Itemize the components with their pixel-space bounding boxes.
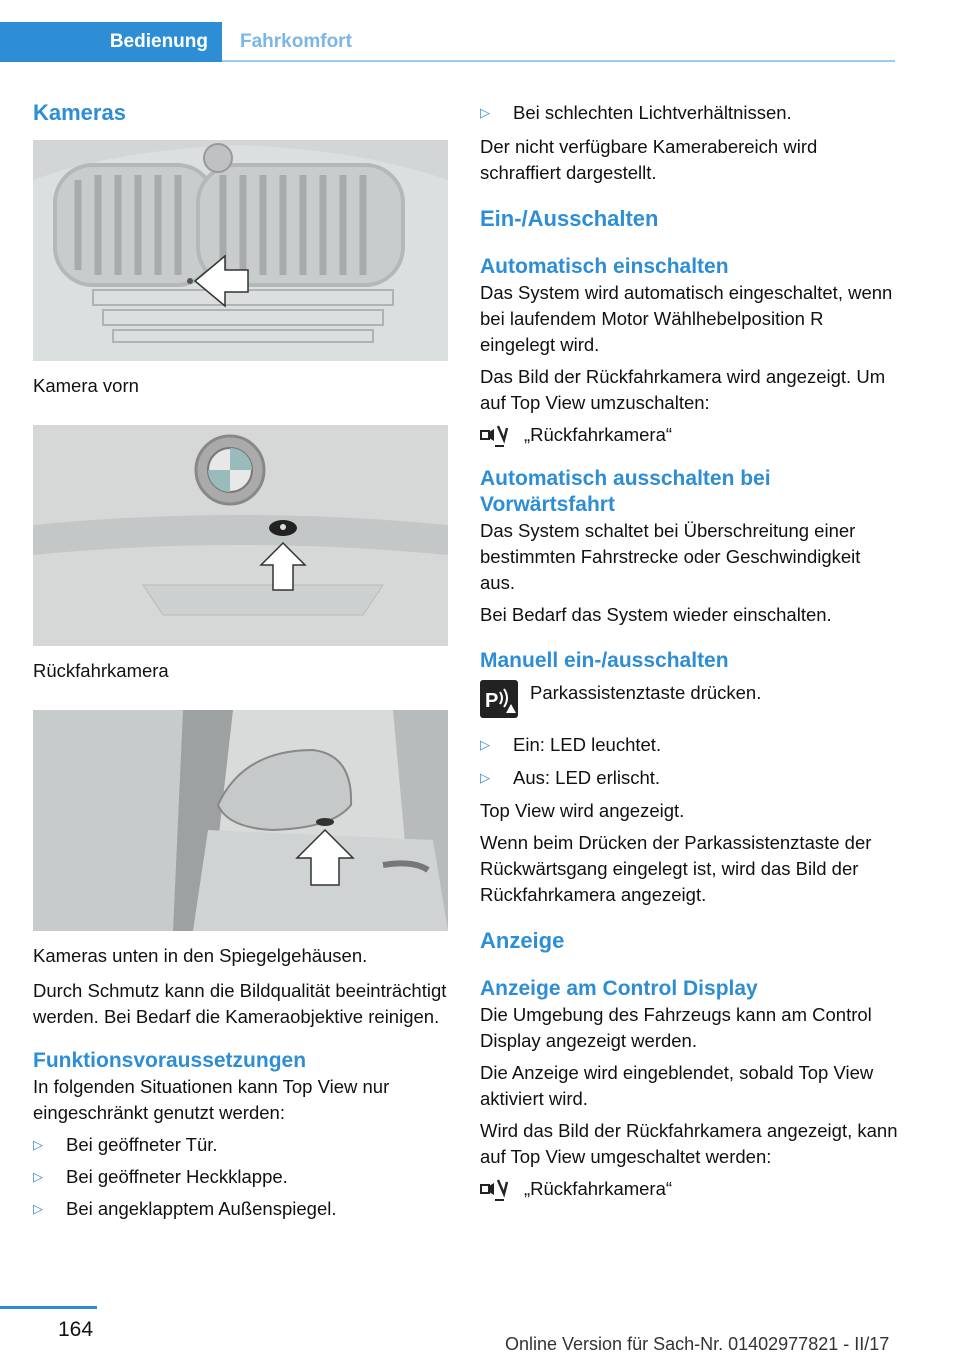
subheading-auto-on: Automatisch einschalten bbox=[480, 255, 729, 278]
caption-rear-camera: Rückfahrkamera bbox=[33, 660, 169, 681]
figure-mirror-cameras bbox=[33, 710, 448, 931]
subheading-display-control: Anzeige am Control Display bbox=[480, 977, 758, 1000]
section-title-kameras: Kameras bbox=[33, 100, 126, 125]
triangle-bullet-icon: ▷ bbox=[480, 737, 490, 752]
park-assist-instruction: P Parkassistenztaste drücken. bbox=[480, 680, 900, 718]
display-text-3: Wird das Bild der Rückfahrkamera angezeigt, kann auf Top View umgeschaltet werden: bbox=[480, 1120, 898, 1167]
caption-front-camera: Kamera vorn bbox=[33, 375, 139, 396]
park-assist-button-icon bbox=[480, 680, 518, 718]
triangle-bullet-icon: ▷ bbox=[480, 770, 490, 785]
display-text-2: Die Anzeige wird eingeblendet, sobald Top View aktiviert wird. bbox=[480, 1062, 874, 1109]
manual-text-3: Wenn beim Drücken der Parkassistenztaste der Rückwärtsgang eingelegt ist, wird das Bild der Rückfahrkamera angezeigt. bbox=[480, 832, 872, 905]
svg-text:P: P bbox=[485, 690, 499, 712]
list-item: ▷ Bei angeklapptem Außenspiegel. bbox=[33, 1196, 448, 1222]
dirt-note: Durch Schmutz kann die Bildqualität beeinträchtigt werden. Bei Bedarf die Kameraobjektive reinigen. bbox=[33, 980, 447, 1027]
list-item: ▷ Ein: LED leuchtet. bbox=[480, 732, 900, 758]
page-number: 164 bbox=[58, 1318, 94, 1341]
list-item: ▷ Bei geöffneter Tür. bbox=[33, 1132, 448, 1158]
header-tabs bbox=[0, 22, 895, 62]
list-item: ▷ Bei geöffneter Heckklappe. bbox=[33, 1164, 448, 1190]
triangle-bullet-icon: ▷ bbox=[33, 1201, 43, 1216]
header-rule bbox=[222, 60, 895, 62]
prerequisites-text: In folgenden Situationen kann Top View nur eingeschränkt genutzt werden: bbox=[33, 1076, 390, 1123]
list-item: ▷ Bei schlechten Lichtverhältnissen. bbox=[480, 100, 900, 126]
subheading-prerequisites: Funktionsvoraussetzungen bbox=[33, 1049, 307, 1072]
rear-camera-menu-item-2: „Rückfahrkamera“ bbox=[480, 1176, 900, 1202]
manual-text-2: Top View wird angezeigt. bbox=[480, 800, 685, 821]
right-column bbox=[480, 100, 900, 1202]
figure-rear-camera bbox=[33, 425, 448, 646]
tab-fahrkomfort[interactable]: Fahrkomfort bbox=[240, 31, 352, 52]
triangle-bullet-icon: ▷ bbox=[480, 105, 490, 120]
list-item: ▷ Aus: LED erlischt. bbox=[480, 765, 900, 791]
subheading-manual: Manuell ein-/ausschalten bbox=[480, 649, 729, 672]
rear-camera-icon bbox=[480, 1176, 510, 1202]
caption-mirror-cameras: Kameras unten in den Spiegelgehäusen. bbox=[33, 945, 368, 966]
tab-bedienung[interactable]: Bedienung bbox=[0, 22, 222, 62]
online-version-note: Online Version für Sach-Nr. 01402977821 - II/17 bbox=[505, 1334, 890, 1354]
subheading-auto-off: Automatisch ausschalten bei Vorwärtsfahrt bbox=[480, 467, 771, 516]
rear-camera-icon bbox=[480, 422, 510, 448]
triangle-bullet-icon: ▷ bbox=[33, 1137, 43, 1152]
hatched-area-text: Der nicht verfügbare Kamerabereich wird schraffiert dargestellt. bbox=[480, 136, 818, 183]
heading-on-off: Ein-/Ausschalten bbox=[480, 206, 659, 231]
auto-on-text-1: Das System wird automatisch eingeschaltet, wenn bei laufendem Motor Wählhebelposition R eingelegt wird. bbox=[480, 282, 893, 355]
rear-camera-menu-item-1: „Rückfahrkamera“ bbox=[480, 422, 900, 448]
heading-display: Anzeige bbox=[480, 928, 565, 953]
auto-off-text-2: Bei Bedarf das System wieder einschalten. bbox=[480, 604, 832, 625]
triangle-bullet-icon: ▷ bbox=[33, 1169, 43, 1184]
footer-rule bbox=[0, 1306, 97, 1309]
auto-off-text-1: Das System schaltet bei Überschreitung einer bestimmten Fahrstrecke oder Geschwindigkeit aus. bbox=[480, 520, 861, 593]
auto-on-text-2: Das Bild der Rückfahrkamera wird angezeigt. Um auf Top View umzuschalten: bbox=[480, 366, 886, 413]
figure-front-camera bbox=[33, 140, 448, 361]
left-column bbox=[33, 100, 448, 1222]
display-text-1: Die Umgebung des Fahrzeugs kann am Control Display angezeigt werden. bbox=[480, 1004, 872, 1051]
